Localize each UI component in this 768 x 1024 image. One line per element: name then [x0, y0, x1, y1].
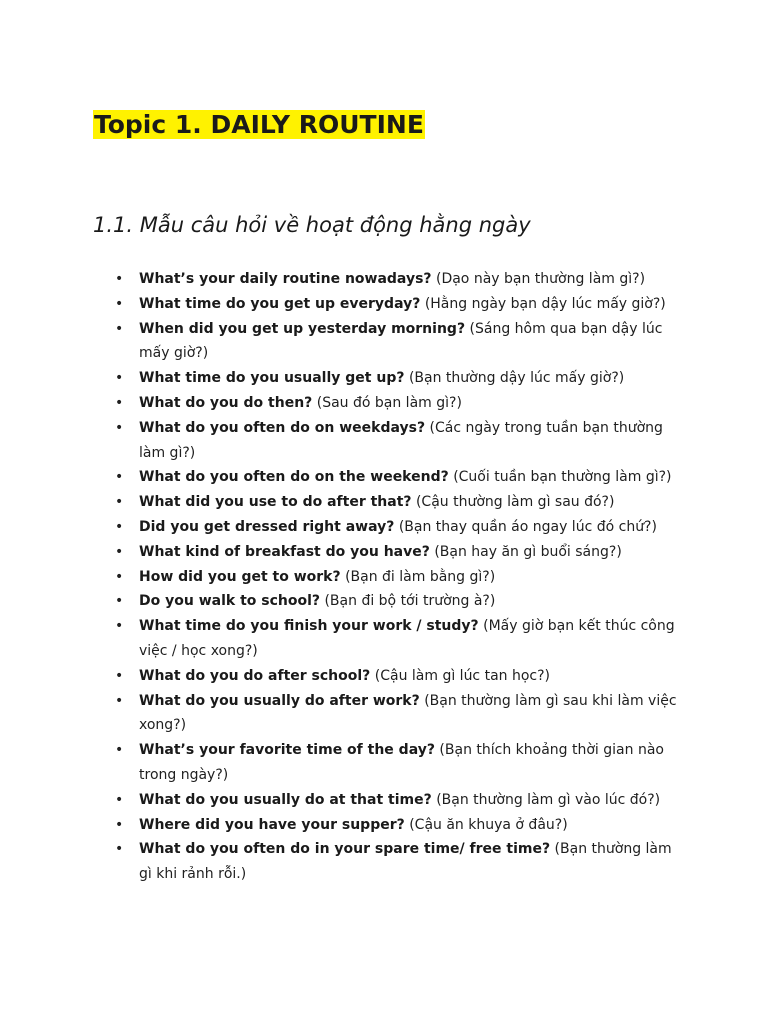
list-item	[115, 317, 679, 367]
bullet-icon: •	[115, 271, 124, 287]
translation-text: (Cậu ăn khuya ở đâu?)	[409, 816, 568, 833]
list-item	[115, 813, 679, 838]
list-item	[115, 565, 679, 590]
translation-text: (Mấy giờ bạn kết thúc công việc / học xong?)	[139, 618, 675, 659]
list-item	[115, 292, 679, 317]
question-text: What do you do then?	[139, 394, 313, 411]
bullet-icon: •	[115, 618, 124, 635]
bullet-icon: •	[115, 742, 124, 759]
translation-text: (Bạn thay quần áo ngay lúc đó chứ?)	[398, 518, 657, 535]
list-item	[115, 589, 679, 614]
bullet-icon: •	[115, 494, 124, 511]
translation-text: (Sau đó bạn làm gì?)	[316, 394, 462, 411]
list-item	[115, 416, 679, 466]
list-item	[115, 788, 679, 813]
bullet-icon: •	[115, 543, 124, 560]
bullet-icon: •	[115, 469, 124, 486]
bullet-icon: •	[115, 667, 124, 684]
translation-text: (Bạn thường làm gì sau khi làm việc xong?)	[139, 692, 677, 734]
bullet-icon: •	[115, 394, 124, 411]
question-text: What time do you get up everyday?	[139, 295, 421, 312]
translation-text: (Cậu thường làm gì sau đó?)	[415, 494, 615, 511]
translation-text: (Hằng ngày bạn dậy lúc mấy giờ?)	[424, 295, 666, 312]
translation-text: (Bạn thường làm gì khi rảnh rỗi.)	[139, 841, 672, 883]
bullet-icon: •	[115, 593, 124, 610]
question-text: What time do you usually get up?	[139, 370, 405, 387]
translation-text: (Bạn thích khoảng thời gian nào trong ngày?)	[139, 742, 664, 783]
question-text: What did you use to do after that?	[139, 494, 412, 511]
translation-text: (Bạn thường dậy lúc mấy giờ?)	[408, 370, 625, 387]
question-text: What do you do after school?	[139, 667, 371, 684]
list-item	[115, 515, 679, 540]
question-text: What do you often do on the weekend?	[139, 469, 449, 486]
translation-text: (Bạn đi làm bằng gì?)	[345, 568, 496, 585]
list-item	[115, 837, 679, 887]
question-text: What time do you finish your work / study?	[139, 618, 479, 635]
translation-text: (Cậu làm gì lúc tan học?)	[374, 667, 551, 684]
list-item	[115, 614, 679, 664]
bullet-icon: •	[115, 518, 124, 535]
question-text: What do you often do on weekdays?	[139, 419, 426, 436]
list-item	[115, 267, 679, 292]
list-item	[115, 540, 679, 565]
list-item	[115, 366, 679, 391]
bullet-icon: •	[115, 419, 124, 436]
question-text: Did you get dressed right away?	[139, 518, 395, 535]
question-text: What do you often do in your spare time/ free time?	[139, 841, 551, 858]
title-highlight: Topic 1. DAILY ROUTINE	[94, 110, 424, 139]
question-text: Do you walk to school?	[139, 593, 321, 610]
question-list	[115, 267, 679, 887]
list-item	[115, 664, 679, 689]
page-title	[93, 109, 425, 141]
translation-text: (Dạo này bạn thường làm gì?)	[435, 271, 646, 287]
bullet-icon: •	[115, 692, 124, 709]
bullet-icon: •	[115, 791, 124, 808]
translation-text: (Bạn hay ăn gì buổi sáng?)	[434, 543, 622, 560]
question-text: Where did you have your supper?	[139, 816, 405, 833]
list-item	[115, 465, 679, 490]
bullet-icon: •	[115, 320, 124, 337]
translation-text: (Sáng hôm qua bạn dậy lúc mấy giờ?)	[139, 320, 663, 362]
question-text: When did you get up yesterday morning?	[139, 320, 466, 337]
question-text: What’s your favorite time of the day?	[139, 742, 435, 759]
list-item	[115, 391, 679, 416]
list-item	[115, 490, 679, 515]
bullet-icon: •	[115, 568, 124, 585]
question-text: How did you get to work?	[139, 568, 341, 585]
question-text: What’s your daily routine nowadays?	[139, 271, 432, 287]
list-item	[115, 689, 679, 739]
bullet-icon: •	[115, 816, 124, 833]
question-text: What kind of breakfast do you have?	[139, 543, 430, 560]
translation-text: (Bạn thường làm gì vào lúc đó?)	[436, 791, 661, 808]
list-item	[115, 738, 679, 788]
bullet-icon: •	[115, 370, 124, 387]
translation-text: (Bạn đi bộ tới trường à?)	[324, 593, 496, 610]
bullet-icon: •	[115, 841, 124, 858]
bullet-icon: •	[115, 295, 124, 312]
translation-text: (Cuối tuần bạn thường làm gì?)	[453, 469, 672, 486]
question-text: What do you usually do at that time?	[139, 791, 432, 808]
section-heading: 1.1. Mẫu câu hỏi về hoạt động hằng ngày	[93, 213, 531, 237]
question-text: What do you usually do after work?	[139, 692, 420, 709]
translation-text: (Các ngày trong tuần bạn thường làm gì?)	[139, 419, 663, 461]
